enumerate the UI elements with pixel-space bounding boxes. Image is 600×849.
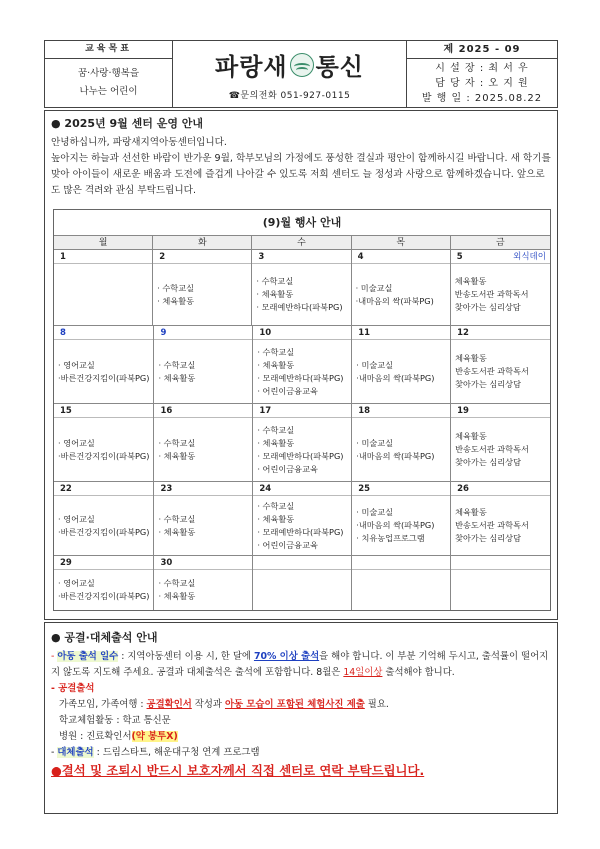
day-number-row bbox=[451, 556, 550, 570]
calendar-day-cell bbox=[451, 250, 550, 325]
day-number-row bbox=[153, 250, 251, 264]
activity-item: ·바른건강지킴이(파북PG) bbox=[58, 526, 150, 537]
day-activities bbox=[54, 418, 153, 481]
day-number: 26 bbox=[457, 484, 469, 494]
education-goal-box bbox=[45, 41, 173, 107]
activity-item: · 체육활동 bbox=[257, 359, 295, 370]
day-activities bbox=[352, 340, 450, 403]
activity-item: 체육활동 bbox=[455, 507, 487, 517]
day-number: 9 bbox=[160, 328, 167, 338]
attendance-notice-section bbox=[44, 622, 558, 814]
day-activities bbox=[253, 570, 351, 610]
greeting: 안녕하십니까, 파랑새지역아동센터입니다. bbox=[51, 137, 227, 148]
day-activities bbox=[252, 264, 350, 325]
activity-item: · 체육활동 bbox=[257, 513, 295, 524]
calendar-day-cell bbox=[154, 556, 253, 610]
activity-item: · 수학교실 bbox=[257, 500, 295, 511]
day-activities bbox=[253, 418, 351, 481]
education-motto bbox=[45, 59, 172, 107]
motto-line-2: 나누는 어린이 bbox=[79, 86, 138, 97]
activity-item: · 미술교실 bbox=[356, 507, 394, 517]
activity-item: 찾아가는 심리상담 bbox=[455, 457, 521, 467]
facility-head: 시 설 장 : 최 서 우 bbox=[435, 62, 529, 74]
activity-item: 체육활동 bbox=[454, 276, 487, 286]
activity-item: · 모래예반하다(파북PG) bbox=[257, 526, 344, 537]
activity-item: · 체육활동 bbox=[157, 295, 195, 306]
logo-text-right: 통신 bbox=[315, 53, 364, 81]
calendar-body bbox=[54, 250, 550, 610]
day-number: 30 bbox=[160, 558, 173, 568]
activity-item: ·내마음의 싹(파북PG) bbox=[356, 450, 435, 461]
day-activities bbox=[154, 340, 252, 403]
day-number: 17 bbox=[259, 406, 272, 416]
calendar-day-cell bbox=[451, 404, 550, 481]
day-activities bbox=[451, 570, 550, 610]
activity-item: 반송도서관 과학독서 bbox=[455, 520, 529, 530]
activity-item: · 수학교실 bbox=[257, 346, 295, 357]
day-number-row bbox=[352, 326, 450, 340]
calendar-day-cell bbox=[54, 556, 154, 610]
weekday-label: 금 bbox=[496, 238, 505, 248]
publish-date: 발 행 일 : 2025.08.22 bbox=[421, 92, 543, 104]
activity-item: 찾아가는 심리상담 bbox=[454, 302, 521, 312]
day-number: 23 bbox=[160, 484, 173, 494]
calendar-day-cell bbox=[352, 556, 451, 610]
education-goal-label: 교육목표 bbox=[45, 41, 172, 59]
day-number: 2 bbox=[159, 252, 166, 262]
activity-item: · 미술교실 bbox=[356, 359, 394, 370]
day-number-row bbox=[253, 556, 351, 570]
activity-item: · 영어교실 bbox=[58, 578, 95, 588]
activity-item: · 모래예반하다(파북PG) bbox=[257, 372, 344, 383]
day-activities bbox=[154, 418, 252, 481]
activity-item: ·바른건강지킴이(파북PG) bbox=[58, 591, 150, 601]
activity-item: · 수학교실 bbox=[158, 437, 196, 448]
calendar-day-cell bbox=[451, 482, 550, 555]
day-activities bbox=[54, 496, 153, 555]
activity-item: · 체육활동 bbox=[158, 450, 196, 461]
day-number: 15 bbox=[60, 406, 72, 416]
calendar-day-cell bbox=[352, 250, 451, 325]
day-number-row bbox=[451, 326, 550, 340]
calendar-day-cell bbox=[352, 482, 451, 555]
activity-item: 반송도서관 과학독서 bbox=[455, 366, 529, 376]
activity-item: · 체육활동 bbox=[158, 591, 196, 601]
day-activities bbox=[352, 496, 450, 555]
day-number-row bbox=[451, 482, 550, 496]
day-number: 3 bbox=[258, 252, 265, 262]
calendar-day-cell bbox=[154, 482, 253, 555]
activity-item: · 수학교실 bbox=[158, 513, 196, 524]
activity-item: · 미술교실 bbox=[356, 437, 394, 448]
publisher-info bbox=[407, 59, 557, 107]
calendar-day-cell bbox=[352, 404, 451, 481]
day-number-row bbox=[253, 404, 351, 418]
day-activities bbox=[451, 340, 550, 403]
calendar-week-row bbox=[54, 482, 550, 556]
calendar-week-row bbox=[54, 326, 550, 404]
day-number-row bbox=[54, 250, 152, 264]
calendar-day-cell bbox=[253, 482, 352, 555]
day-activities bbox=[451, 264, 550, 325]
logo-text-left: 파랑새 bbox=[215, 53, 288, 81]
activity-item: · 어린이금융교육 bbox=[257, 463, 318, 474]
calendar-day-cell bbox=[54, 482, 154, 555]
day-number-row bbox=[352, 482, 450, 496]
calendar-week-row bbox=[54, 250, 550, 326]
day-number: 1 bbox=[60, 252, 66, 262]
family-event-rule: 가족모임, 가족여행 : 공결확인서 작성과 아동 모습이 포함된 체험사진 제출 필요. bbox=[59, 699, 389, 710]
day-number-row bbox=[154, 326, 252, 340]
activity-item: ·내마음의 싹(파북PG) bbox=[356, 520, 435, 530]
activity-item: · 미술교실 bbox=[355, 282, 393, 293]
activity-item: 반송도서관 과학독서 bbox=[455, 444, 529, 454]
contact-phone: ☎문의전화 051-927-0115 bbox=[228, 91, 351, 101]
calendar-day-cell bbox=[154, 326, 253, 403]
day-activities bbox=[451, 496, 550, 555]
required-days: 14일이상 bbox=[343, 667, 383, 678]
calendar-day-cell bbox=[451, 326, 550, 403]
activity-item: · 체육활동 bbox=[256, 289, 294, 299]
day-number: 8 bbox=[60, 328, 66, 338]
day-number-row bbox=[451, 404, 550, 418]
newsletter-logo bbox=[215, 47, 364, 82]
school-activity-rule: 학교체험활동 : 학교 통신문 bbox=[59, 715, 171, 726]
calendar-week-row bbox=[54, 556, 550, 610]
motto-line-1: 꿈·사랑·행복을 bbox=[77, 68, 140, 79]
day-activities bbox=[352, 570, 450, 610]
calendar-title: (9)월 행사 안내 bbox=[54, 210, 550, 236]
activity-item: · 수학교실 bbox=[158, 578, 196, 588]
activity-item: · 수학교실 bbox=[256, 276, 294, 286]
calendar-day-cell bbox=[352, 326, 451, 403]
day-number-row bbox=[154, 404, 252, 418]
activity-item: · 체육활동 bbox=[158, 372, 196, 383]
activity-item: ·바른건강지킴이(파북PG) bbox=[58, 372, 150, 383]
day-activities bbox=[54, 570, 153, 610]
day-number-row bbox=[54, 404, 153, 418]
calendar-day-cell bbox=[153, 250, 252, 325]
day-number: 22 bbox=[60, 484, 72, 494]
day-activities bbox=[54, 264, 152, 325]
operation-notice-section bbox=[44, 110, 558, 620]
activity-item: · 어린이금융교육 bbox=[257, 385, 318, 396]
activity-item: · 영어교실 bbox=[58, 437, 95, 448]
day-number-row bbox=[352, 404, 450, 418]
day-number: 19 bbox=[457, 406, 469, 416]
day-number: 5 bbox=[456, 252, 463, 262]
day-number-row bbox=[253, 482, 351, 496]
day-number: 10 bbox=[259, 328, 272, 338]
day-number-row bbox=[352, 556, 450, 570]
day-activities bbox=[352, 264, 450, 325]
day-activities bbox=[54, 340, 153, 403]
calendar-day-cell bbox=[451, 556, 550, 610]
weekday-label: 화 bbox=[153, 236, 252, 250]
attendance-percent: 70% 이상 출석 bbox=[253, 651, 320, 662]
day-number-row bbox=[54, 556, 153, 570]
intro-body: 높아지는 하늘과 선선한 바람이 반가운 9월, 학부모님의 가정에도 풍성한 결실과 평안이 함께하시길 바랍니다. 새 학기를 맞아 아이들이 새로운 배움과 도전에 즐겁게 나아갈 수 있도록 저희 센터도 늘 정성과 사랑으로 함께하겠습니다. 앞으로도 많은 격려와 관심 부탁드립니다. bbox=[51, 153, 551, 196]
activity-item: · 수학교실 bbox=[157, 282, 195, 293]
activity-item: · 치유농업프로그램 bbox=[356, 533, 425, 543]
day-number: 29 bbox=[60, 558, 72, 568]
activity-item: · 어린이금융교육 bbox=[257, 539, 318, 550]
day-number-row bbox=[54, 482, 153, 496]
activity-item: · 체육활동 bbox=[158, 526, 196, 537]
intro-text bbox=[51, 135, 553, 199]
newsletter-logo-box bbox=[173, 41, 407, 107]
day-number-row bbox=[154, 482, 252, 496]
activity-item: · 영어교실 bbox=[58, 513, 95, 524]
day-number: 4 bbox=[357, 252, 364, 262]
issue-info-box bbox=[407, 41, 557, 107]
newsletter-header bbox=[44, 40, 558, 108]
activity-item: 찾아가는 심리상담 bbox=[455, 533, 521, 543]
calendar-day-cell bbox=[253, 326, 352, 403]
day-activities bbox=[352, 418, 450, 481]
calendar-weekday-header bbox=[54, 236, 550, 250]
day-number: 18 bbox=[358, 406, 371, 416]
issue-number: 제 2025 - 09 bbox=[407, 41, 557, 59]
activity-item: ·바른건강지킴이(파북PG) bbox=[58, 450, 150, 461]
day-number-row bbox=[54, 326, 153, 340]
calendar-day-cell bbox=[252, 250, 351, 325]
attendance-days-label: 아동 출석 일수 bbox=[57, 651, 119, 662]
calendar-day-cell bbox=[154, 404, 253, 481]
day-activities bbox=[154, 496, 252, 555]
calendar-day-cell bbox=[54, 326, 154, 403]
activity-item: 체육활동 bbox=[455, 431, 487, 441]
weekday-label: 목 bbox=[352, 236, 451, 250]
alternative-attendance-rule: - 대체출석 : 드림스타트, 해운대구청 연계 프로그램 bbox=[51, 747, 260, 758]
day-activities bbox=[153, 264, 251, 325]
weekday-label: 수 bbox=[252, 236, 351, 250]
activity-item: ·내마음의 싹(파북PG) bbox=[355, 295, 434, 306]
attendance-title: ● 공결·대체출석 안내 bbox=[51, 631, 158, 644]
day-activities bbox=[253, 496, 351, 555]
event-tag: 외식데이 bbox=[513, 252, 546, 262]
day-number: 12 bbox=[457, 328, 469, 338]
day-activities bbox=[154, 570, 252, 610]
activity-item: · 수학교실 bbox=[257, 424, 295, 435]
calendar-day-cell bbox=[253, 556, 352, 610]
activity-item: · 체육활동 bbox=[257, 437, 295, 448]
activity-item: 반송도서관 과학독서 bbox=[454, 289, 529, 299]
day-activities bbox=[451, 418, 550, 481]
activity-item: · 수학교실 bbox=[158, 359, 196, 370]
day-activities bbox=[253, 340, 351, 403]
hospital-rule: 병원 : 진료확인서(약 봉투X) bbox=[59, 731, 178, 742]
activity-item: · 모래예반하다(파북PG) bbox=[256, 302, 343, 312]
weekday-label: 월 bbox=[54, 236, 153, 250]
calendar-day-cell bbox=[54, 250, 153, 325]
activity-item: ·내마음의 싹(파북PG) bbox=[356, 372, 435, 383]
day-number: 25 bbox=[358, 484, 371, 494]
day-number-row bbox=[253, 326, 351, 340]
calendar-day-cell bbox=[54, 404, 154, 481]
section-title: ● 2025년 9월 센터 운영 안내 bbox=[51, 117, 204, 130]
day-number-row bbox=[451, 250, 550, 264]
day-number: 16 bbox=[160, 406, 173, 416]
bird-logo-icon bbox=[290, 53, 314, 77]
event-calendar bbox=[53, 209, 551, 611]
activity-item: 찾아가는 심리상담 bbox=[455, 379, 521, 389]
day-number: 24 bbox=[259, 484, 272, 494]
activity-item: · 영어교실 bbox=[58, 359, 95, 370]
day-number-row bbox=[352, 250, 450, 264]
day-number-row bbox=[252, 250, 350, 264]
contact-request-notice: ●결석 및 조퇴시 반드시 보호자께서 직접 센터로 연락 부탁드립니다. bbox=[51, 763, 425, 778]
activity-item: · 모래예반하다(파북PG) bbox=[257, 450, 344, 461]
calendar-day-cell bbox=[253, 404, 352, 481]
attendance-days-rule: - 아동 출석 일수 : 지역아동센터 이용 시, 한 달에 70% 이상 출석을 해야 합니다. 이 부분 기억해 두시고, 출석률이 떨어지지 않도록 지도해 주세요. 공결과 대체출석은 출석에 포함합니다. 8월은 14일이상 출석해야 합니다. bbox=[51, 651, 549, 678]
day-number: 11 bbox=[358, 328, 371, 338]
calendar-week-row bbox=[54, 404, 550, 482]
activity-item: 체육활동 bbox=[455, 353, 487, 363]
attendance-body bbox=[51, 649, 553, 779]
excused-attendance-label: - 공결출석 bbox=[51, 683, 95, 694]
day-number-row bbox=[154, 556, 252, 570]
staff-in-charge: 담 당 자 : 오 지 원 bbox=[435, 77, 529, 89]
